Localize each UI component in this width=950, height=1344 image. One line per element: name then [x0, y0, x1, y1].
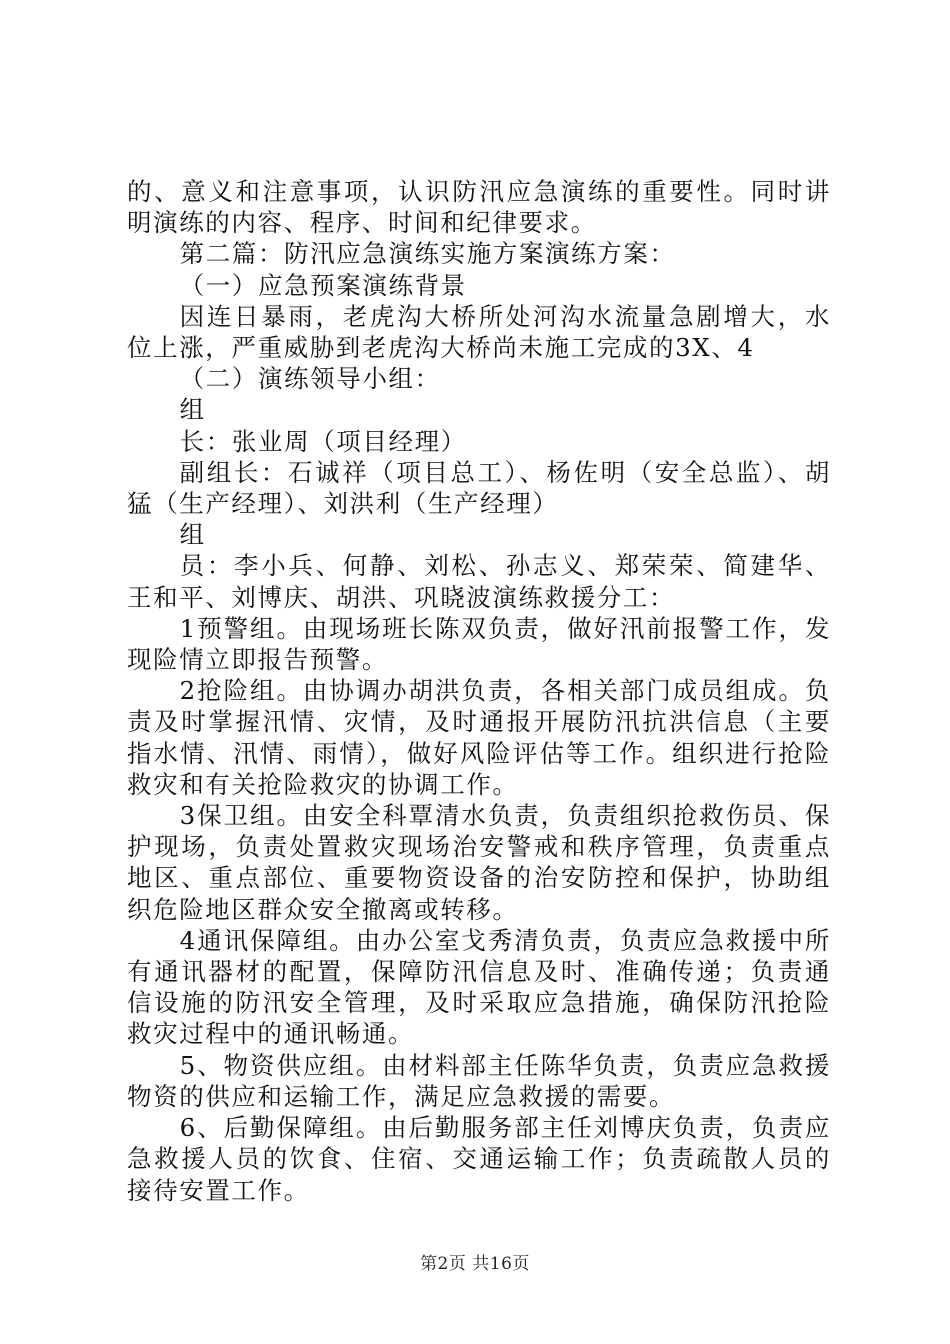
- paragraph-logistics-team: 6、后勤保障组。由后勤服务部主任刘博庆负责，负责应急救援人员的饮食、住宿、交通运输工作；负责疏散人员的接待安置工作。: [127, 1113, 831, 1205]
- paragraph-group-label: 组: [179, 395, 206, 425]
- document-page: [127, 176, 831, 1206]
- page-footer: [0, 1249, 950, 1274]
- subheading-leadership-group: （二）演练领导小组：: [179, 364, 441, 394]
- page-number-label: 第2页 共16页: [420, 1254, 530, 1274]
- paragraph-security-team: 3保卫组。由安全科覃清水负责，负责组织抢救伤员、保护现场，负责处置救灾现场治安警戒和秩序管理，负责重点地区、重点部位、重要物资设备的治安防控和保护，协助组织危险地区群众安全撤离或转移。: [127, 801, 831, 924]
- paragraph-warning-team: 1预警组。由现场班长陈双负责，做好汛前报警工作，发现险情立即报告预警。: [127, 613, 831, 675]
- section-heading-part-two: 第二篇：防汛应急演练实施方案演练方案：: [179, 239, 676, 269]
- paragraph-communication-team: 4通讯保障组。由办公室戈秀清负责，负责应急救援中所有通讯器材的配置，保障防汛信息及时、准确传递；负责通信设施的防汛安全管理，及时采取应急措施，确保防汛抢险救灾过程中的通讯畅通。: [127, 925, 831, 1049]
- subheading-background: （一）应急预案演练背景: [179, 270, 467, 300]
- paragraph-intro-continued: 的、意义和注意事项，认识防汛应急演练的重要性。同时讲明演练的内容、程序、时间和纪律要求。: [127, 177, 831, 238]
- paragraph-supply-team: 5、物资供应组。由材料部主任陈华负责，负责应急救援物资的供应和运输工作，满足应急救援的需要。: [127, 1050, 831, 1111]
- paragraph-group-leader: 长：张业周（项目经理）: [179, 426, 467, 456]
- paragraph-background: 因连日暴雨，老虎沟大桥所处河沟水流量急剧增大，水位上涨，严重威胁到老虎沟大桥尚未施工完成的3X、4: [127, 301, 831, 363]
- paragraph-member-label: 组: [179, 520, 206, 550]
- paragraph-deputy-leaders: 副组长：石诚祥（项目总工）、杨佐明（安全总监）、胡猛（生产经理）、刘洪利（生产经理）: [127, 457, 831, 519]
- paragraph-members: 员：李小兵、何静、刘松、孙志义、郑荣荣、简建华、王和平、刘博庆、胡洪、巩晓波演练救援分工：: [127, 551, 831, 612]
- paragraph-rescue-team: 2抢险组。由协调办胡洪负责，各相关部门成员组成。负责及时掌握汛情、灾情，及时通报开展防汛抗洪信息（主要指水情、汛情、雨情），做好风险评估等工作。组织进行抢险救灾和有关抢险救灾的协调工作。: [127, 676, 831, 799]
